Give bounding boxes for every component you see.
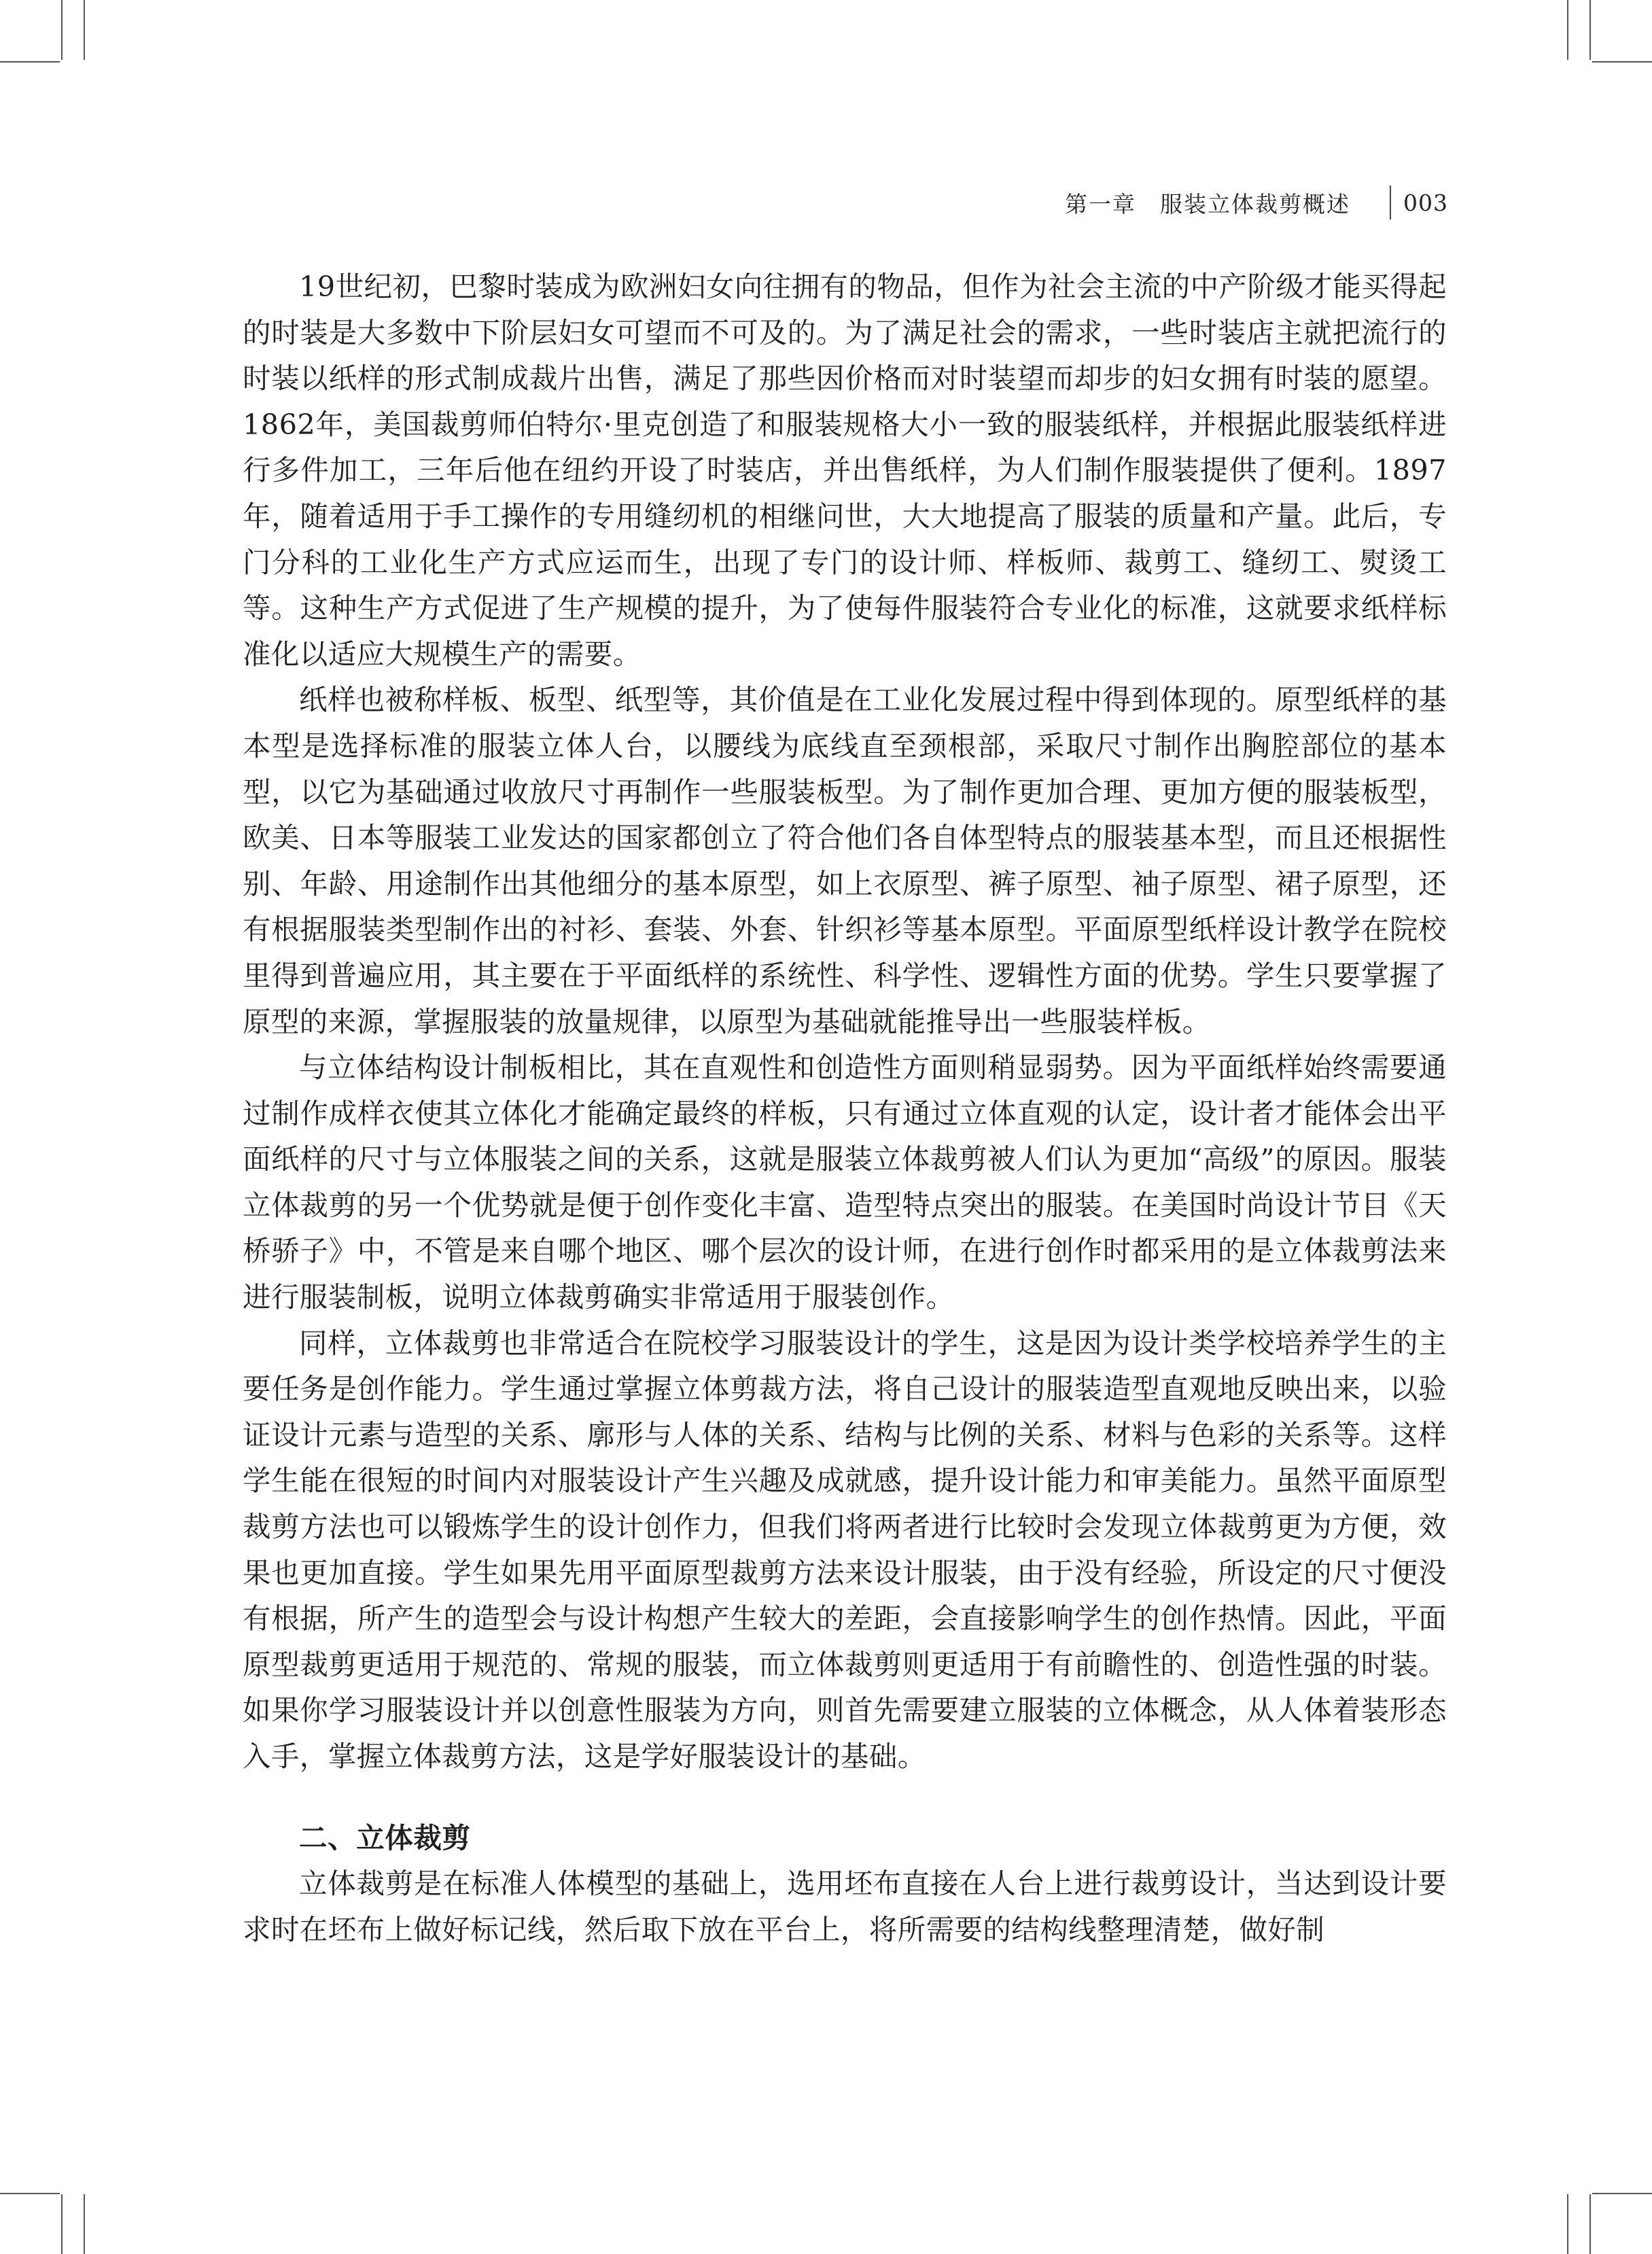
crop-mark — [1589, 0, 1591, 60]
crop-mark — [0, 61, 60, 63]
crop-mark — [61, 0, 63, 60]
paragraph-history: 19世纪初，巴黎时装成为欧洲妇女向往拥有的物品，但作为社会主流的中产阶级才能买得起的时装是大多数中下阶层妇女可望而不可及的。为了满足社会的需求，一些时装店主就把流行的时装以纸样的形式制成裁片出售，满足了那些因价格而对时装望而却步的妇女拥有时装的愿望。1862年，美国裁剪师伯特尔·里克创造了和服装规格大小一致的服装纸样，并根据此服装纸样进行多件加工，三年后他在纽约开设了时装店，并出售纸样，为人们制作服装提供了便利。1897年，随着适用于手工操作的专用缝纫机的相继问世，大大地提高了服装的质量和产量。此后，专门分科的工业化生产方式应运而生，出现了专门的设计师、样板师、裁剪工、缝纫工、熨烫工等。这种生产方式促进了生产规模的提升，为了使每件服装符合专业化的标准，这就要求纸样标准化以适应大规模生产的需要。 — [243, 270, 1447, 671]
page-number: 003 — [1403, 189, 1448, 216]
crop-mark — [1592, 2193, 1652, 2194]
chapter-title: 第一章 服装立体裁剪概述 — [1065, 190, 1350, 217]
header-divider — [1390, 186, 1391, 219]
crop-mark — [1567, 0, 1568, 60]
crop-mark — [1592, 61, 1652, 63]
paragraph-draping-definition: 立体裁剪是在标准人体模型的基础上，选用坯布直接在人台上进行裁剪设计，当达到设计要求时在坯布上做好标记线，然后取下放在平台上，将所需要的结构线整理清楚，做好制 — [243, 1867, 1447, 1946]
crop-mark — [84, 0, 85, 60]
paragraph-pattern: 纸样也被称样板、板型、纸型等，其价值是在工业化发展过程中得到体现的。原型纸样的基本型是选择标准的服装立体人台，以腰线为底线直至颈根部，采取尺寸制作出胸腔部位的基本型，以它为基础通过收放尺寸再制作一些服装板型。为了制作更加合理、更加方便的服装板型，欧美、日本等服装工业发达的国家都创立了符合他们各自体型特点的服装基本型，而且还根据性别、年龄、用途制作出其他细分的基本原型，如上衣原型、裤子原型、袖子原型、裙子原型，还有根据服装类型制作出的衬衫、套装、外套、针织衫等基本原型。平面原型纸样设计教学在院校里得到普遍应用，其主要在于平面纸样的系统性、科学性、逻辑性方面的优势。学生只要掌握了原型的来源，掌握服装的放量规律，以原型为基础就能推导出一些服装样板。 — [243, 683, 1447, 1038]
section-heading: 二、立体裁剪 — [299, 1820, 471, 1854]
page-body — [243, 264, 1447, 1952]
running-header — [1065, 182, 1448, 223]
paragraph-education: 同样，立体裁剪也非常适合在院校学习服装设计的学生，这是因为设计类学校培养学生的主要任务是创作能力。学生通过掌握立体剪裁方法，将自己设计的服装造型直观地反映出来，以验证设计元素与造型的关系、廓形与人体的关系、结构与比例的关系、材料与色彩的关系等。这样学生能在很短的时间内对服装设计产生兴趣及成就感，提升设计能力和审美能力。虽然平面原型裁剪方法也可以锻炼学生的设计创作力，但我们将两者进行比较时会发现立体裁剪更为方便，效果也更加直接。学生如果先用平面原型裁剪方法来设计服装，由于没有经验，所设定的尺寸便没有根据，所产生的造型会与设计构想产生较大的差距，会直接影响学生的创作热情。因此，平面原型裁剪更适用于规范的、常规的服装，而立体裁剪则更适用于有前瞻性的、创造性强的时装。如果你学习服装设计并以创意性服装为方向，则首先需要建立服装的立体概念，从人体着装形态入手，掌握立体裁剪方法，这是学好服装设计的基础。 — [243, 1326, 1447, 1773]
crop-mark — [61, 2194, 63, 2254]
crop-mark — [1567, 2194, 1568, 2254]
crop-mark — [0, 2193, 60, 2194]
paragraph-comparison: 与立体结构设计制板相比，其在直观性和创造性方面则稍显弱势。因为平面纸样始终需要通过制作成样衣使其立体化才能确定最终的样板，只有通过立体直观的认定，设计者才能体会出平面纸样的尺寸与立体服装之间的关系，这就是服装立体裁剪被人们认为更加“高级”的原因。服装立体裁剪的另一个优势就是便于创作变化丰富、造型特点突出的服装。在美国时尚设计节目《天桥骄子》中，不管是来自哪个地区、哪个层次的设计师，在进行创作时都采用的是立体裁剪法来进行服装制板，说明立体裁剪确实非常适用于服装创作。 — [243, 1051, 1447, 1314]
crop-mark — [84, 2194, 85, 2254]
crop-mark — [1589, 2194, 1591, 2254]
